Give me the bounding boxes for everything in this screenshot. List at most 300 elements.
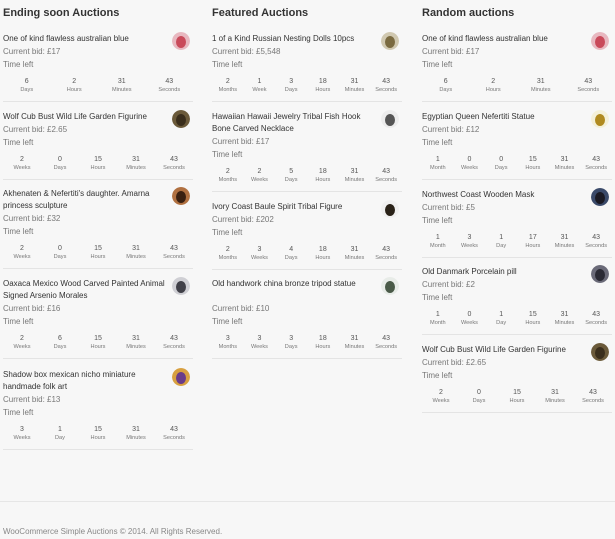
- countdown-unit-label: Minutes: [126, 164, 146, 171]
- countdown-value: 43: [589, 388, 597, 396]
- fish-hook-thumb[interactable]: [381, 110, 399, 128]
- countdown-value: 2: [225, 245, 230, 253]
- countdown-unit: [79, 155, 117, 172]
- countdown-unit: [370, 167, 402, 184]
- countdown-unit: [155, 425, 193, 442]
- countdown-unit: [275, 334, 307, 351]
- countdown-value: 43: [584, 77, 593, 85]
- countdown-unit-label: Month: [430, 164, 446, 171]
- item-divider: [3, 449, 193, 450]
- countdown-value: 3: [467, 233, 472, 241]
- countdown-unit: [339, 334, 371, 351]
- countdown-unit-label: Days: [53, 344, 67, 350]
- countdown-unit-label: Hours: [315, 254, 331, 261]
- countdown-unit-label: Weeks: [13, 435, 31, 441]
- countdown-unit-label: Hours: [485, 86, 501, 93]
- countdown-value: 3: [257, 335, 262, 342]
- time-left-label: Time left: [422, 59, 453, 69]
- countdown-unit: [536, 388, 574, 405]
- countdown-unit-label: Seconds: [582, 397, 604, 404]
- countdown-unit-label: Days: [439, 86, 453, 93]
- countdown-unit: [155, 334, 193, 351]
- countdown-value: 0: [58, 155, 62, 163]
- countdown-unit-label: Weeks: [460, 319, 478, 326]
- countdown-value: 3: [289, 335, 294, 342]
- countdown-unit: [117, 425, 155, 442]
- countdown-unit: [41, 334, 79, 351]
- countdown-unit: [212, 77, 244, 94]
- countdown-unit-label: Day: [496, 242, 507, 249]
- sculpture-thumb[interactable]: [172, 187, 190, 205]
- nefertiti-thumb[interactable]: [591, 110, 609, 128]
- countdown-unit: [580, 155, 612, 172]
- countdown-unit: [517, 310, 549, 327]
- countdown-unit-label: Seconds: [163, 164, 185, 171]
- countdown-unit: [549, 155, 581, 172]
- countdown-value: 1: [257, 77, 262, 85]
- auction-title-link[interactable]: Hawaiian Hawaii Jewelry Tribal Fish Hook Bone Carved Necklace: [212, 112, 361, 133]
- countdown-unit: [79, 425, 117, 442]
- countdown-value: 43: [592, 310, 601, 318]
- nicho-thumb[interactable]: [172, 368, 190, 386]
- countdown-unit-label: Days: [494, 164, 508, 171]
- countdown-value: 3: [257, 245, 262, 253]
- countdown-unit-label: Weeks: [460, 242, 478, 249]
- item-divider: [3, 358, 193, 359]
- countdown-unit-label: Hours: [90, 344, 106, 350]
- auction-title-link[interactable]: Wolf Cub Bust Wild Life Garden Figurine: [422, 345, 566, 354]
- countdown-value: 15: [528, 310, 537, 318]
- countdown-value: 31: [132, 245, 140, 252]
- footer-divider: [0, 501, 615, 502]
- pink-gem-thumb[interactable]: [172, 32, 190, 50]
- countdown-unit: [370, 334, 402, 351]
- countdown-unit: [565, 77, 613, 94]
- countdown-timer: [212, 77, 402, 99]
- wooden-mask-thumb[interactable]: [591, 188, 609, 206]
- countdown-unit-label: Days: [284, 86, 298, 93]
- countdown-unit-label: Month: [430, 242, 446, 249]
- time-left-label: Time left: [212, 150, 243, 159]
- countdown-unit: [244, 167, 276, 184]
- auction-title-link[interactable]: One of kind flawless australian blue: [422, 34, 548, 43]
- countdown-unit: [339, 167, 371, 184]
- countdown-unit: [3, 155, 41, 172]
- countdown-unit: [41, 425, 79, 442]
- countdown-unit: [498, 388, 536, 405]
- time-left-label: Time left: [212, 227, 243, 237]
- countdown-unit: [485, 233, 517, 250]
- time-left-label: Time left: [3, 137, 34, 147]
- item-divider: [212, 358, 402, 359]
- item-divider: [3, 268, 193, 269]
- countdown-unit: [370, 77, 402, 94]
- auction-title-link[interactable]: Shadow box mexican nicho miniature handmade folk art: [3, 370, 136, 391]
- item-divider: [3, 101, 193, 102]
- current-bid: Current bid: £12: [422, 124, 480, 134]
- countdown-unit: [3, 244, 41, 261]
- item-divider: [422, 101, 612, 102]
- countdown-unit-label: Months: [218, 86, 237, 93]
- countdown-unit-label: Minutes: [126, 344, 146, 350]
- time-left-label: Time left: [422, 292, 453, 302]
- countdown-value: 31: [560, 155, 569, 163]
- countdown-value: 15: [528, 155, 537, 163]
- auction-title-link[interactable]: 1 of a Kind Russian Nesting Dolls 10pcs: [212, 34, 355, 43]
- countdown-timer: [3, 425, 193, 447]
- countdown-value: 1: [435, 310, 440, 318]
- porcelain-pill-thumb[interactable]: [591, 265, 609, 283]
- countdown-unit-label: Days: [20, 86, 34, 93]
- countdown-value: 1: [435, 233, 440, 241]
- countdown-unit: [275, 77, 307, 94]
- auction-title-link[interactable]: One of kind flawless australian blue: [3, 34, 129, 43]
- item-divider: [422, 257, 612, 258]
- countdown-unit: [470, 77, 518, 94]
- countdown-unit: [117, 244, 155, 261]
- countdown-unit: [244, 245, 276, 262]
- countdown-unit-label: Seconds: [163, 435, 185, 441]
- countdown-unit: [422, 155, 454, 172]
- countdown-unit-label: Hours: [525, 242, 541, 249]
- countdown-value: 6: [58, 335, 62, 342]
- countdown-unit: [580, 310, 612, 327]
- countdown-value: 2: [20, 335, 24, 342]
- current-bid: Current bid: £32: [3, 214, 61, 223]
- countdown-unit-label: Weeks: [432, 397, 450, 404]
- countdown-unit: [549, 233, 581, 250]
- countdown-unit: [307, 167, 339, 184]
- column-title: Featured Auctions: [212, 7, 309, 19]
- current-bid: Current bid: £16: [3, 304, 61, 313]
- countdown-value: 43: [170, 426, 178, 433]
- countdown-unit: [517, 155, 549, 172]
- countdown-value: 43: [170, 155, 178, 163]
- countdown-value: 31: [132, 335, 140, 342]
- countdown-unit-label: Seconds: [585, 164, 608, 171]
- countdown-value: 31: [350, 168, 359, 175]
- countdown-unit: [117, 155, 155, 172]
- countdown-value: 2: [20, 245, 24, 252]
- countdown-unit-label: Days: [284, 177, 298, 183]
- footer-copyright: WooCommerce Simple Auctions © 2014. All Rights Reserved.: [3, 527, 223, 536]
- countdown-value: 2: [257, 168, 262, 175]
- countdown-unit-label: Seconds: [375, 254, 398, 261]
- time-left-label: Time left: [3, 59, 34, 69]
- countdown-timer: [422, 388, 612, 410]
- countdown-value: 18: [318, 168, 327, 175]
- countdown-unit-label: Hours: [525, 319, 541, 326]
- countdown-timer: [212, 167, 402, 189]
- countdown-unit: [41, 155, 79, 172]
- time-left-label: Time left: [212, 59, 243, 69]
- auction-title-link[interactable]: Akhenaten & Nefertiti's daughter. Amarna princess sculpture: [3, 189, 150, 210]
- current-bid: Current bid: £2.65: [3, 124, 68, 134]
- countdown-unit-label: Weeks: [13, 164, 31, 171]
- countdown-value: 43: [382, 245, 391, 253]
- countdown-unit: [422, 310, 454, 327]
- countdown-unit: [51, 77, 99, 94]
- countdown-unit-label: Hours: [315, 344, 331, 350]
- countdown-unit-label: Days: [284, 344, 298, 350]
- auction-title-link[interactable]: Ivory Coast Baule Spirit Tribal Figure: [212, 202, 343, 211]
- countdown-unit-label: Week: [252, 86, 267, 93]
- item-divider: [422, 334, 612, 335]
- pink-gem-thumb[interactable]: [591, 32, 609, 50]
- current-bid: Current bid: £202: [212, 214, 274, 224]
- current-bid: Current bid: £5: [422, 202, 475, 212]
- countdown-unit: [155, 155, 193, 172]
- countdown-unit: [307, 77, 339, 94]
- item-divider: [422, 179, 612, 180]
- countdown-value: 43: [382, 335, 391, 342]
- countdown-unit: [275, 245, 307, 262]
- countdown-timer: [422, 77, 612, 99]
- countdown-unit: [98, 77, 146, 94]
- countdown-unit: [574, 388, 612, 405]
- time-left-label: Time left: [3, 227, 34, 236]
- countdown-value: 31: [117, 77, 126, 85]
- item-divider: [212, 101, 402, 102]
- countdown-value: 31: [560, 310, 569, 318]
- countdown-value: 1: [58, 426, 62, 433]
- countdown-unit: [460, 388, 498, 405]
- countdown-unit-label: Minutes: [530, 86, 551, 93]
- item-divider: [212, 191, 402, 192]
- countdown-unit: [454, 310, 486, 327]
- item-divider: [3, 179, 193, 180]
- countdown-unit-label: Seconds: [163, 344, 185, 350]
- current-bid: Current bid: £2.65: [422, 357, 487, 367]
- countdown-value: 31: [132, 155, 140, 163]
- countdown-unit-label: Minutes: [344, 254, 365, 261]
- countdown-unit-label: Weeks: [250, 177, 268, 183]
- countdown-value: 3: [225, 335, 230, 342]
- countdown-unit-label: Hours: [90, 164, 106, 171]
- countdown-timer: [212, 245, 402, 267]
- item-divider: [212, 269, 402, 270]
- countdown-unit-label: Month: [430, 319, 446, 326]
- countdown-timer: [422, 233, 612, 255]
- countdown-unit-label: Hours: [90, 435, 106, 441]
- countdown-value: 2: [72, 77, 77, 85]
- countdown-unit: [244, 334, 276, 351]
- countdown-unit-label: Seconds: [375, 177, 398, 183]
- countdown-value: 0: [477, 388, 481, 396]
- current-bid: Current bid: £17: [422, 46, 480, 56]
- countdown-unit-label: Hours: [315, 86, 331, 93]
- countdown-value: 17: [528, 233, 537, 241]
- countdown-unit-label: Minutes: [344, 86, 365, 93]
- current-bid: Current bid: £2: [422, 279, 475, 289]
- countdown-unit-label: Day: [496, 319, 507, 326]
- countdown-unit-label: Weeks: [13, 344, 31, 350]
- countdown-unit-label: Seconds: [585, 319, 608, 326]
- countdown-unit: [422, 233, 454, 250]
- countdown-unit: [41, 244, 79, 261]
- countdown-value: 3: [289, 77, 294, 85]
- countdown-unit-label: Months: [218, 177, 237, 183]
- countdown-unit: [422, 77, 470, 94]
- countdown-unit: [146, 77, 194, 94]
- countdown-timer: [212, 334, 402, 356]
- countdown-unit: [422, 388, 460, 405]
- countdown-value: 1: [499, 310, 504, 318]
- countdown-unit-label: Weeks: [250, 254, 268, 261]
- auction-title-link[interactable]: Wolf Cub Bust Wild Life Garden Figurine: [3, 112, 147, 121]
- countdown-unit-label: Hours: [509, 397, 525, 404]
- nesting-dolls-thumb[interactable]: [381, 32, 399, 50]
- countdown-unit-label: Days: [284, 254, 298, 261]
- auction-title-link[interactable]: Egyptian Queen Nefertiti Statue: [422, 112, 535, 121]
- countdown-timer: [422, 310, 612, 332]
- countdown-value: 31: [350, 335, 359, 342]
- auction-title-link[interactable]: Northwest Coast Wooden Mask: [422, 190, 535, 199]
- countdown-unit-label: Minutes: [126, 435, 146, 441]
- current-bid: Current bid: £13: [3, 395, 61, 404]
- time-left-label: Time left: [212, 317, 243, 326]
- countdown-unit: [370, 245, 402, 262]
- time-left-label: Time left: [3, 408, 34, 417]
- auction-title-link[interactable]: Old handwork china bronze tripod statue: [212, 279, 356, 288]
- countdown-unit: [212, 245, 244, 262]
- time-left-label: Time left: [422, 370, 453, 380]
- auction-title-link[interactable]: Old Danmark Porcelain pill: [422, 267, 517, 276]
- countdown-value: 2: [439, 388, 443, 396]
- countdown-unit: [549, 310, 581, 327]
- countdown-unit-label: Seconds: [163, 254, 185, 260]
- countdown-unit-label: Months: [218, 344, 237, 350]
- countdown-unit: [3, 425, 41, 442]
- time-left-label: Time left: [3, 317, 34, 326]
- countdown-value: 43: [165, 77, 174, 85]
- tribal-figure-thumb[interactable]: [381, 200, 399, 218]
- countdown-unit: [155, 244, 193, 261]
- countdown-unit-label: Hours: [315, 177, 331, 183]
- countdown-unit: [212, 167, 244, 184]
- countdown-value: 43: [382, 77, 391, 85]
- countdown-value: 43: [592, 233, 601, 241]
- countdown-value: 6: [24, 77, 29, 85]
- countdown-unit-label: Minutes: [554, 242, 575, 249]
- countdown-unit-label: Hours: [66, 86, 82, 93]
- countdown-value: 2: [225, 168, 230, 175]
- countdown-timer: [3, 244, 193, 266]
- countdown-value: 4: [289, 245, 294, 253]
- countdown-value: 0: [499, 155, 504, 163]
- countdown-unit: [117, 334, 155, 351]
- countdown-value: 43: [592, 155, 601, 163]
- countdown-unit: [3, 77, 51, 94]
- countdown-unit-label: Days: [472, 397, 486, 404]
- countdown-unit: [339, 77, 371, 94]
- countdown-unit: [517, 77, 565, 94]
- countdown-value: 0: [58, 245, 62, 252]
- countdown-unit: [275, 167, 307, 184]
- current-bid: Current bid: £17: [212, 137, 270, 146]
- time-left-label: Time left: [422, 215, 453, 225]
- countdown-value: 1: [435, 155, 440, 163]
- countdown-value: 31: [536, 77, 545, 85]
- countdown-unit: [307, 245, 339, 262]
- countdown-timer: [3, 77, 193, 99]
- countdown-value: 31: [350, 245, 359, 253]
- countdown-timer: [3, 155, 193, 177]
- countdown-unit: [79, 334, 117, 351]
- wolf-bust-thumb[interactable]: [172, 110, 190, 128]
- countdown-value: 15: [94, 335, 102, 342]
- countdown-unit-label: Minutes: [554, 319, 575, 326]
- column-title: Ending soon Auctions: [3, 7, 120, 19]
- countdown-value: 2: [225, 77, 230, 85]
- countdown-unit-label: Hours: [90, 254, 106, 260]
- countdown-value: 5: [289, 168, 294, 175]
- countdown-value: 2: [491, 77, 496, 85]
- current-bid: Current bid: £10: [212, 304, 270, 313]
- countdown-value: 43: [170, 335, 178, 342]
- countdown-value: 2: [20, 155, 24, 163]
- countdown-unit-label: Day: [55, 435, 65, 441]
- wood-carving-thumb[interactable]: [172, 277, 190, 295]
- countdown-unit-label: Seconds: [577, 86, 600, 93]
- countdown-value: 1: [499, 233, 504, 241]
- countdown-unit: [517, 233, 549, 250]
- countdown-unit: [212, 334, 244, 351]
- countdown-unit-label: Minutes: [545, 397, 565, 404]
- countdown-unit-label: Days: [53, 254, 67, 260]
- countdown-unit-label: Minutes: [111, 86, 132, 93]
- auction-title-link[interactable]: Oaxaca Mexico Wood Carved Painted Animal Signed Arsenio Morales: [3, 279, 165, 300]
- countdown-value: 31: [551, 388, 559, 396]
- countdown-unit: [485, 155, 517, 172]
- wolf-bust-thumb[interactable]: [591, 343, 609, 361]
- countdown-value: 18: [318, 245, 327, 253]
- countdown-value: 3: [20, 426, 24, 433]
- countdown-unit: [3, 334, 41, 351]
- countdown-unit-label: Minutes: [126, 254, 146, 260]
- countdown-value: 18: [318, 77, 327, 85]
- countdown-timer: [3, 334, 193, 356]
- countdown-unit: [79, 244, 117, 261]
- countdown-unit-label: Minutes: [554, 164, 575, 171]
- countdown-unit-label: Hours: [525, 164, 541, 171]
- countdown-unit-label: Seconds: [375, 344, 398, 350]
- countdown-unit: [307, 334, 339, 351]
- countdown-value: 0: [467, 155, 472, 163]
- countdown-unit-label: Minutes: [344, 344, 365, 350]
- countdown-unit-label: Weeks: [13, 254, 31, 260]
- countdown-unit-label: Days: [53, 164, 67, 171]
- countdown-value: 31: [560, 233, 569, 241]
- countdown-unit-label: Weeks: [460, 164, 478, 171]
- current-bid: Current bid: £5,548: [212, 46, 281, 56]
- countdown-unit-label: Seconds: [375, 86, 398, 93]
- countdown-value: 0: [467, 310, 472, 318]
- countdown-unit: [454, 155, 486, 172]
- countdown-timer: [422, 155, 612, 177]
- countdown-unit-label: Months: [218, 254, 237, 261]
- countdown-value: 31: [350, 77, 359, 85]
- countdown-value: 15: [94, 155, 102, 163]
- countdown-value: 43: [170, 245, 178, 252]
- countdown-value: 18: [318, 335, 327, 342]
- time-left-label: Time left: [422, 137, 453, 147]
- item-divider: [422, 412, 612, 413]
- countdown-unit: [244, 77, 276, 94]
- bronze-tripod-thumb[interactable]: [381, 277, 399, 295]
- countdown-value: 31: [132, 426, 140, 433]
- countdown-unit-label: Weeks: [250, 344, 268, 350]
